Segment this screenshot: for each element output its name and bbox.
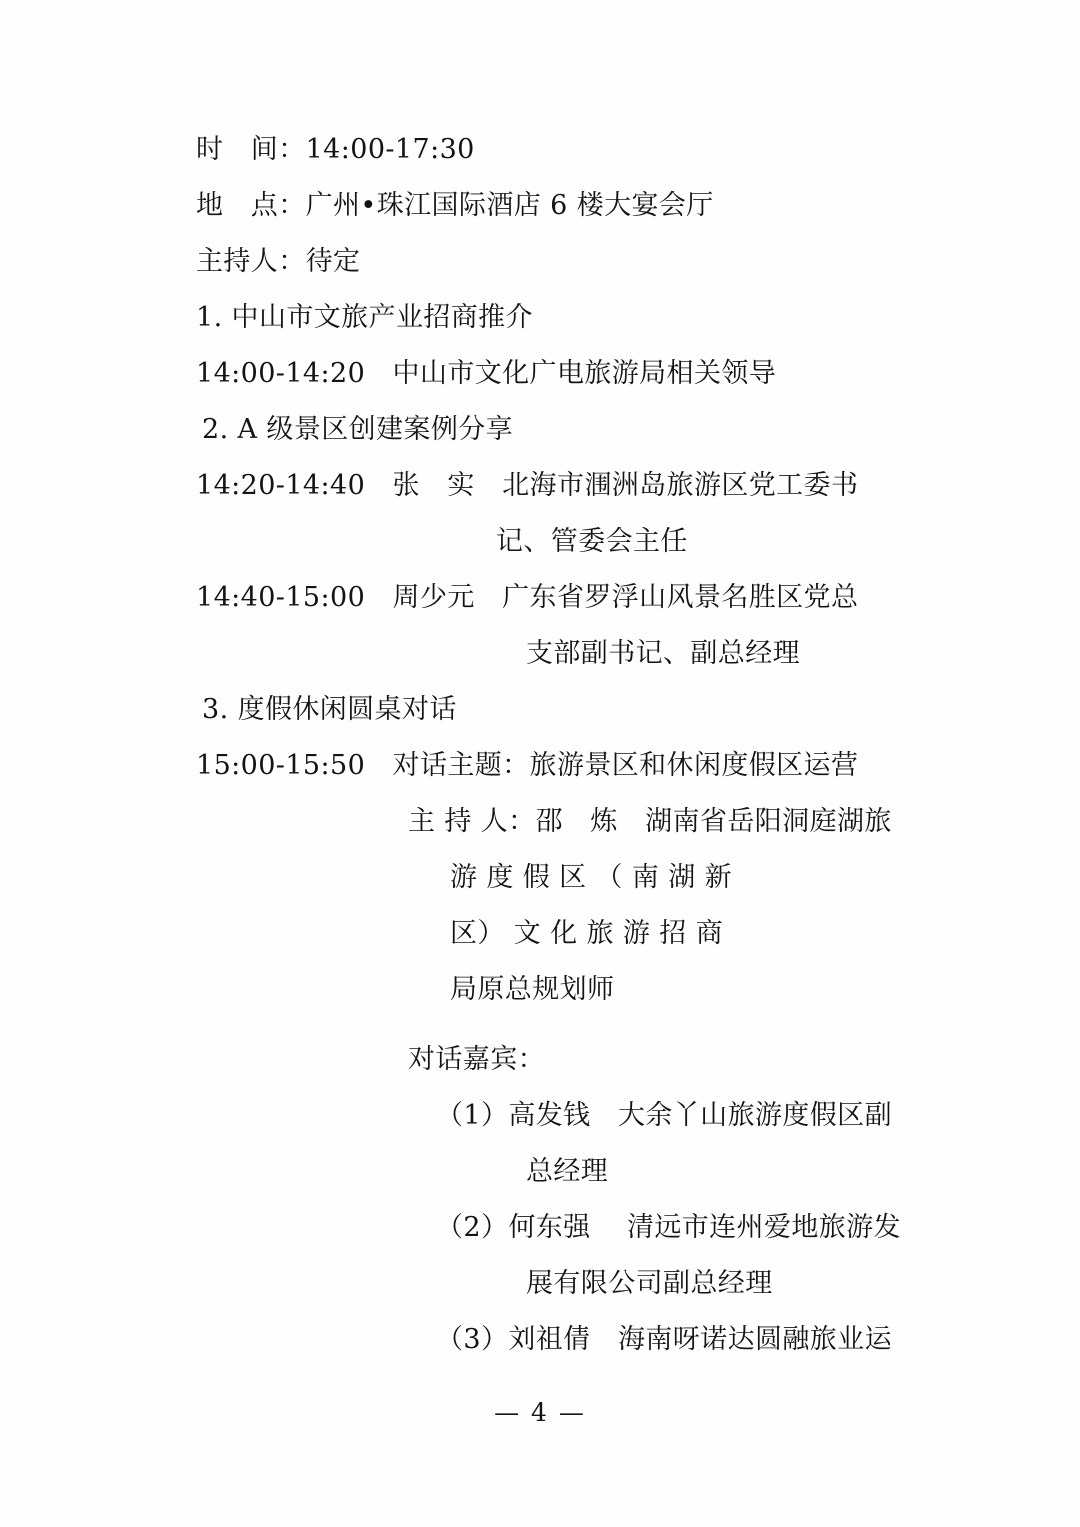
guest-1-line-1: （1）高发钱 大余丫山旅游度假区副: [436, 1100, 892, 1131]
agenda-item-2-speaker-1-cont: 记、管委会主任: [496, 526, 688, 557]
agenda-item-2-title: 2. A 级景区创建案例分享: [202, 414, 514, 445]
agenda-item-2-speaker-2: 14:40-15:00 周少元 广东省罗浮山风景名胜区党总: [196, 582, 859, 613]
agenda-item-1-detail: 14:00-14:20 中山市文化广电旅游局相关领导: [196, 358, 777, 389]
agenda-item-3-moderator-3: 区） 文 化 旅 游 招 商: [450, 918, 724, 949]
agenda-item-1-title: 1. 中山市文旅产业招商推介: [196, 302, 533, 333]
schedule-line-place: 地 点：广州•珠江国际酒店 6 楼大宴会厅: [196, 190, 714, 221]
paragraph-spacer: [196, 1018, 956, 1032]
guest-1-line-2: 总经理: [526, 1156, 609, 1187]
schedule-line-host: 主持人：待定: [196, 246, 361, 277]
agenda-item-2-speaker-2-cont: 支部副书记、副总经理: [526, 638, 800, 669]
document-body: [196, 122, 956, 1368]
guest-3-line-1: （3）刘祖倩 海南呀诺达圆融旅业运: [436, 1324, 892, 1355]
agenda-item-3-topic: 15:00-15:50 对话主题：旅游景区和休闲度假区运营: [196, 750, 859, 781]
agenda-item-3-title: 3. 度假休闲圆桌对话: [202, 694, 457, 725]
guest-2-line-1: （2）何东强 清远市连州爱地旅游发: [436, 1212, 901, 1243]
agenda-item-3-moderator-1: 主 持 人：邵 炼 湖南省岳阳洞庭湖旅: [408, 806, 892, 837]
agenda-item-3-moderator-2: 游 度 假 区 （ 南 湖 新: [450, 862, 733, 893]
guests-label: 对话嘉宾：: [408, 1044, 545, 1075]
guest-2-line-2: 展有限公司副总经理: [526, 1268, 773, 1299]
agenda-item-3-moderator-4: 局原总规划师: [450, 974, 615, 1005]
agenda-item-2-speaker-1: 14:20-14:40 张 实 北海市涠洲岛旅游区党工委书: [196, 470, 859, 501]
page-number: — 4 —: [494, 1398, 586, 1427]
schedule-line-time: 时 间：14:00-17:30: [196, 134, 475, 165]
